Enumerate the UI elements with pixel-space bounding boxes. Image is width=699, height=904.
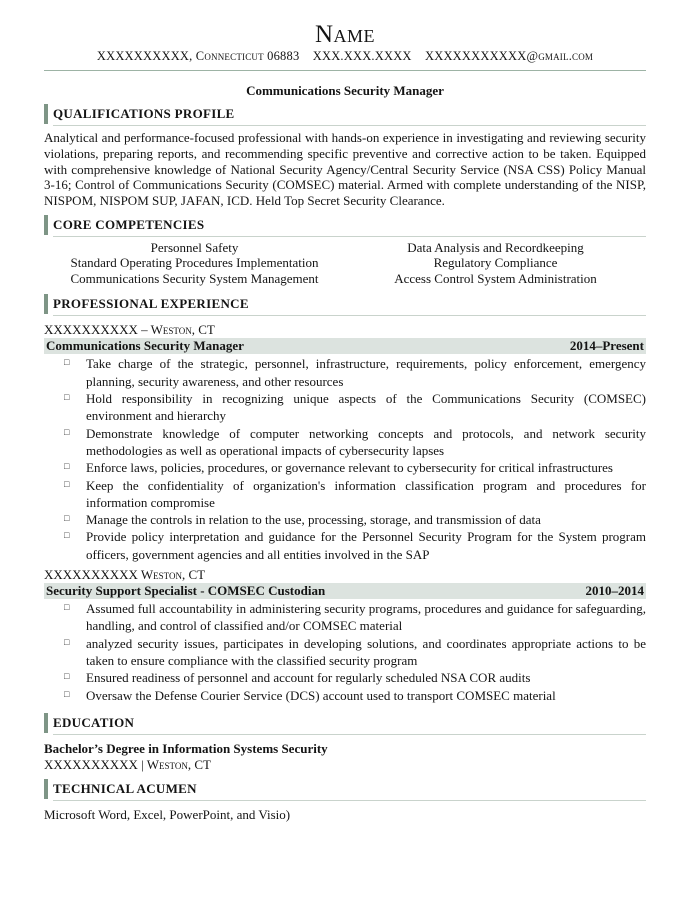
job-dates: 2014–Present bbox=[569, 338, 644, 354]
education-location: | Weston, CT bbox=[137, 756, 211, 772]
target-title: Communications Security Manager bbox=[246, 83, 444, 98]
bullet-square-icon: □ bbox=[64, 357, 70, 368]
competency-item: Communications Security System Management bbox=[70, 270, 319, 286]
list-item bbox=[44, 600, 646, 635]
job-title: Security Support Specialist - COMSEC Custodian bbox=[46, 583, 326, 599]
section-heading-competencies: CORE COMPETENCIES bbox=[44, 215, 646, 235]
bullet-text: Assumed full accountability in administering security programs, procedures and guidance for safeguarding, handling, and control of classified and/or COMSEC material bbox=[86, 601, 646, 634]
candidate-name: Name bbox=[314, 21, 376, 48]
job-bullets bbox=[44, 600, 646, 704]
bullet-square-icon: □ bbox=[64, 478, 70, 489]
job-title-bar bbox=[44, 338, 646, 354]
competency-item: Regulatory Compliance bbox=[433, 255, 558, 271]
list-item bbox=[44, 635, 646, 670]
section-heading-education: EDUCATION bbox=[44, 713, 646, 733]
competency-item: Personnel Safety bbox=[150, 239, 239, 255]
bullet-text: Manage the controls in relation to the use, processing, storage, and transmission of data bbox=[86, 512, 541, 528]
bullet-square-icon: □ bbox=[64, 530, 70, 541]
list-item bbox=[44, 390, 646, 425]
bullet-square-icon: □ bbox=[64, 671, 70, 682]
bullet-text: Enforce laws, policies, procedures, or governance relevant to cybersecurity for critical infrastructures bbox=[86, 460, 613, 476]
job-title-bar bbox=[44, 583, 646, 599]
list-item bbox=[44, 355, 646, 390]
bullet-text: Keep the confidentiality of organization's information classification program and procedures for information compromise bbox=[86, 477, 646, 510]
list-item bbox=[44, 687, 646, 704]
resume-page bbox=[44, 0, 646, 823]
job-title: Communications Security Manager bbox=[46, 338, 244, 354]
contact-phone: XXX.XXX.XXXX bbox=[312, 49, 412, 63]
technical-text: Microsoft Word, Excel, PowerPoint, and Visio) bbox=[44, 806, 291, 822]
bullet-square-icon: □ bbox=[64, 602, 70, 613]
competencies-grid bbox=[44, 240, 646, 287]
bullet-text: Oversaw the Defense Courier Service (DCS) account used to transport COMSEC material bbox=[86, 687, 556, 703]
header-divider bbox=[44, 70, 646, 71]
section-heading-qualifications: QUALIFICATIONS PROFILE bbox=[44, 104, 646, 124]
contact-location: XXXXXXXXXX, Connecticut 06883 bbox=[96, 49, 300, 63]
contact-email: XXXXXXXXXXX@gmail.com bbox=[424, 49, 594, 63]
competency-item: Standard Operating Procedures Implementation bbox=[70, 255, 319, 271]
section-heading-technical: TECHNICAL ACUMEN bbox=[44, 779, 646, 799]
job-employer: XXXXXXXXXX bbox=[44, 567, 138, 583]
job-bullets bbox=[44, 355, 646, 563]
list-item bbox=[44, 528, 646, 563]
education-degree: Bachelor’s Degree in Information Systems Security bbox=[44, 740, 328, 756]
list-item bbox=[44, 669, 646, 686]
qualifications-text: Analytical and performance-focused professional with hands-on experience in investigating and reviewing security violations, preparing reports, and recommending specific preventive and corrective action to be taken. Equipped with comprehensive knowledge of National Security Agency/Central Security Service (NSA CSS) Policy Manual 3-16; Control of Communications Security (COMSEC) material. Armed with complete understanding of the NISP, NISPOM, NISPOM SUP, JAFAN, ICD. Held Top Secret Security Clearance. bbox=[44, 130, 646, 209]
contact-line bbox=[44, 49, 646, 64]
job-location: Weston, CT bbox=[137, 567, 206, 583]
bullet-square-icon: □ bbox=[64, 513, 70, 524]
list-item bbox=[44, 459, 646, 476]
list-item bbox=[44, 425, 646, 460]
competency-item: Data Analysis and Recordkeeping bbox=[407, 239, 584, 255]
job-employer-line bbox=[44, 567, 646, 583]
bullet-square-icon: □ bbox=[64, 461, 70, 472]
bullet-square-icon: □ bbox=[64, 426, 70, 437]
bullet-text: Provide policy interpretation and guidance for the Personnel Security Program for the System program officers, government agencies and all entities involved in the SAP bbox=[86, 529, 646, 562]
job-employer: XXXXXXXXXX bbox=[44, 322, 138, 338]
bullet-square-icon: □ bbox=[64, 636, 70, 647]
competencies-left-column bbox=[44, 240, 345, 287]
bullet-text: analyzed security issues, participates in developing solutions, and coordinates appropriate actions to be taken to ensure compliance with the classified security program bbox=[86, 635, 646, 668]
section-heading-experience: PROFESSIONAL EXPERIENCE bbox=[44, 294, 646, 314]
list-item bbox=[44, 477, 646, 512]
competency-item: Access Control System Administration bbox=[394, 270, 597, 286]
education-school-line bbox=[44, 757, 646, 773]
education-school: XXXXXXXXXX bbox=[44, 756, 138, 772]
list-item bbox=[44, 511, 646, 528]
bullet-square-icon: □ bbox=[64, 688, 70, 699]
job-employer-line bbox=[44, 322, 646, 338]
job-location: – Weston, CT bbox=[137, 322, 215, 338]
bullet-square-icon: □ bbox=[64, 392, 70, 403]
competencies-right-column bbox=[345, 240, 646, 287]
bullet-text: Ensured readiness of personnel and account for regularly scheduled NSA COR audits bbox=[86, 670, 531, 686]
bullet-text: Take charge of the strategic, personnel, infrastructure, requirements, policy enforcement, emergency planning, security awareness, and other resources bbox=[86, 356, 646, 389]
job-dates: 2010–2014 bbox=[585, 583, 644, 599]
bullet-text: Hold responsibility in recognizing unique aspects of the Communications Security (COMSEC) environment and hierarchy bbox=[86, 391, 646, 424]
bullet-text: Demonstrate knowledge of computer networking concepts and protocols, and network security methodologies as well as operational impacts of cybersecurity lapses bbox=[86, 425, 646, 458]
